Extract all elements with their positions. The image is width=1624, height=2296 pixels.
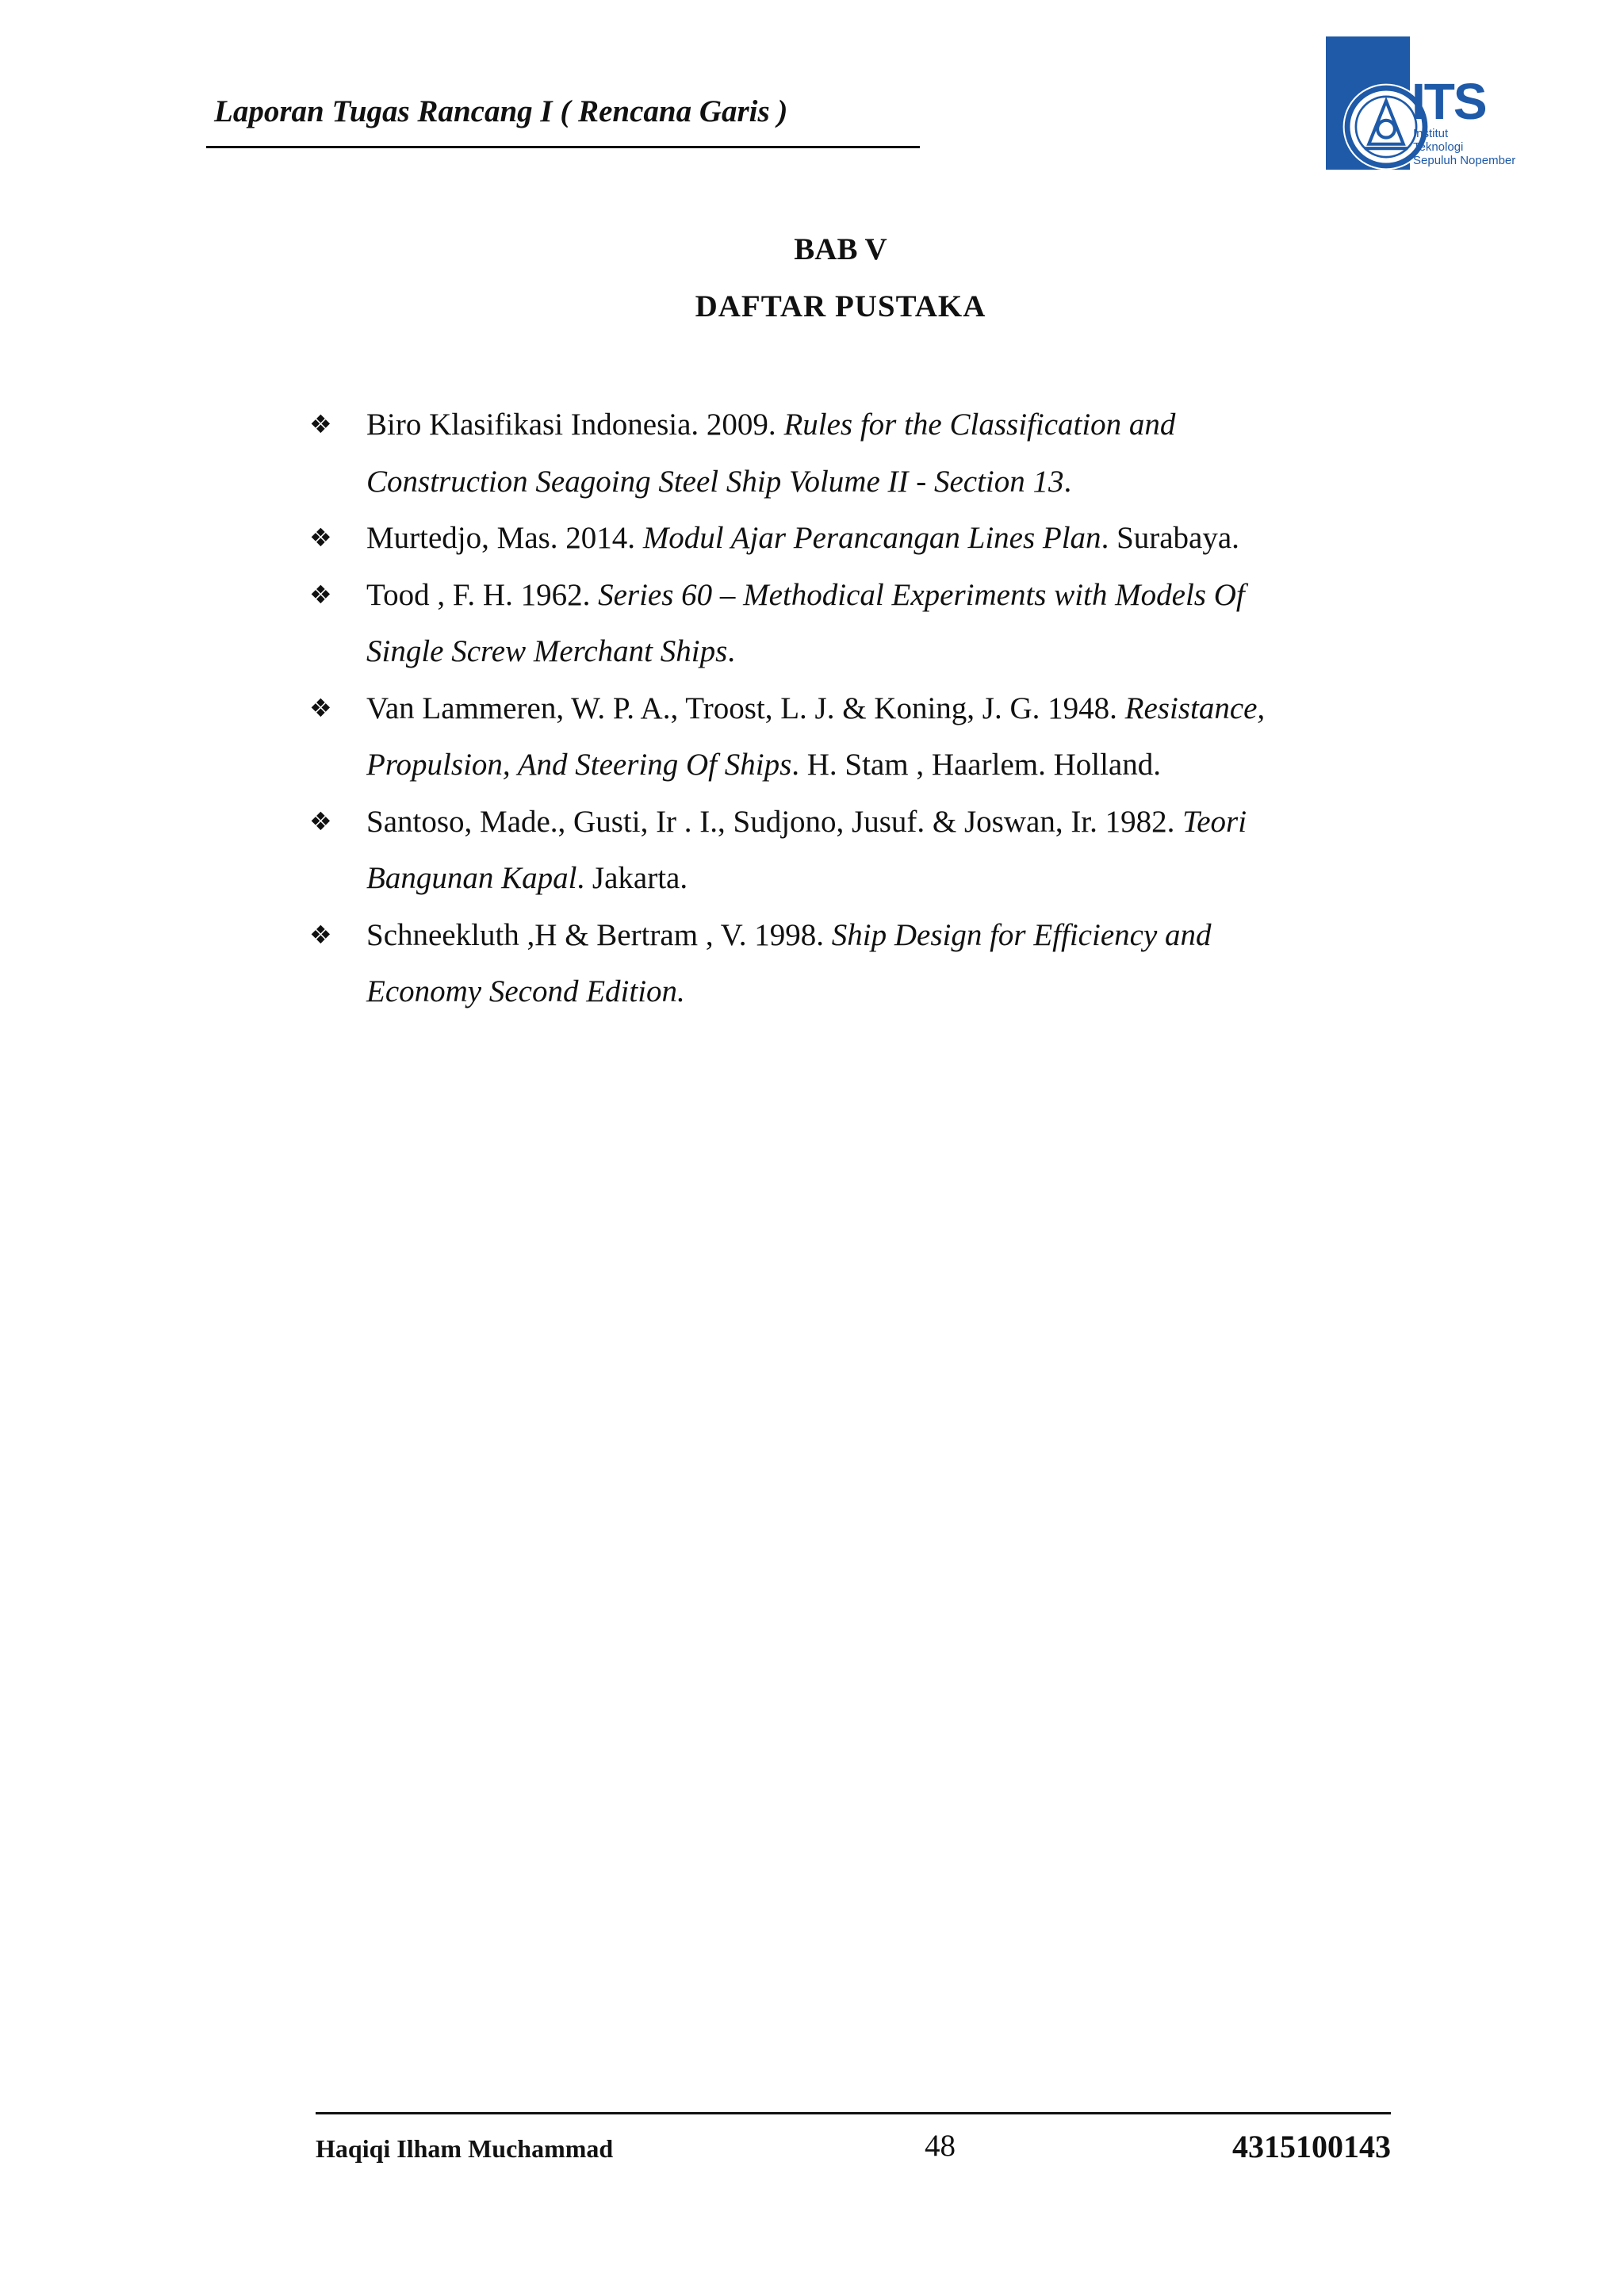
reference-title-text: Teori [1182, 804, 1247, 839]
reference-title-text: Modul Ajar Perancangan Lines Plan [642, 521, 1101, 555]
logo-line: Institut [1413, 127, 1449, 140]
diamond-bullet-icon: ❖ [309, 806, 332, 836]
running-header-title: Laporan Tugas Rancang I ( Rencana Garis ) [214, 94, 788, 128]
diamond-bullet-icon: ❖ [309, 919, 332, 950]
diamond-bullet-icon: ❖ [309, 579, 332, 610]
footer-rule [316, 2112, 1391, 2114]
logo-line: Teknologi [1413, 140, 1464, 154]
reference-text: Schneekluth ,H & Bertram , V. 1998. [366, 917, 832, 952]
reference-text: . [727, 634, 736, 668]
chapter-number: BAB V [794, 232, 887, 266]
reference-text: Tood , F. H. 1962. [366, 577, 599, 612]
reference-line [366, 623, 1372, 680]
reference-line [366, 680, 1372, 737]
reference-item [309, 396, 1372, 510]
footer-author-name: Haqiqi Ilham Muchammad [316, 2134, 614, 2163]
diamond-bullet-icon: ❖ [309, 522, 332, 553]
diamond-bullet-icon: ❖ [309, 692, 332, 723]
reference-text: Van Lammeren, W. P. A., Troost, L. J. & Koning, J. G. 1948. [366, 691, 1125, 725]
student-id: 4315100143 [1232, 2129, 1391, 2164]
reference-title-text: Resistance, [1124, 691, 1266, 725]
reference-item [309, 567, 1372, 680]
reference-title-text: Rules for the Classification and [783, 408, 1176, 442]
reference-item [309, 794, 1372, 907]
reference-item [309, 680, 1372, 794]
its-logo [1326, 36, 1556, 171]
chapter-title: DAFTAR PUSTAKA [695, 289, 986, 323]
reference-title-text: Economy Second Edition. [366, 974, 685, 1008]
reference-line [366, 850, 1372, 907]
reference-line [366, 963, 1372, 1020]
reference-text: Biro Klasifikasi Indonesia. 2009. [366, 408, 784, 442]
reference-line [366, 794, 1372, 851]
page-number: 48 [925, 2129, 956, 2163]
reference-text: . Surabaya. [1101, 521, 1239, 555]
reference-line [366, 453, 1372, 511]
reference-text: . Jakarta. [576, 861, 688, 895]
reference-title-text: Bangunan Kapal [366, 861, 577, 895]
reference-title-text: Single Screw Merchant Ships [366, 634, 728, 668]
reference-title-text: Propulsion, And Steering Of Ships [366, 748, 792, 782]
reference-text: Murtedjo, Mas. 2014. [366, 521, 643, 555]
logo-line: Sepuluh Nopember [1413, 154, 1516, 167]
header-rule [206, 146, 920, 148]
reference-text: . [1063, 464, 1072, 499]
reference-line [366, 907, 1372, 964]
reference-line [366, 737, 1372, 794]
logo-institution-text [1413, 127, 1515, 167]
reference-text: Santoso, Made., Gusti, Ir . I., Sudjono, Jusuf. & Joswan, Ir. 1982. [366, 804, 1183, 839]
reference-title-text: Ship Design for Efficiency and [831, 917, 1212, 952]
reference-item [309, 907, 1372, 1020]
logo-brand-text: ITS [1411, 73, 1486, 130]
reference-title-text: Construction Seagoing Steel Ship Volume II - Section 13 [366, 464, 1064, 499]
reference-line [366, 396, 1372, 453]
reference-line [366, 567, 1372, 624]
reference-line [366, 510, 1372, 567]
reference-item [309, 510, 1372, 567]
reference-list [309, 396, 1372, 1020]
reference-title-text: Series 60 – Methodical Experiments with Models Of [598, 577, 1245, 612]
diamond-bullet-icon: ❖ [309, 409, 332, 439]
reference-text: . H. Stam , Haarlem. Holland. [791, 748, 1161, 782]
